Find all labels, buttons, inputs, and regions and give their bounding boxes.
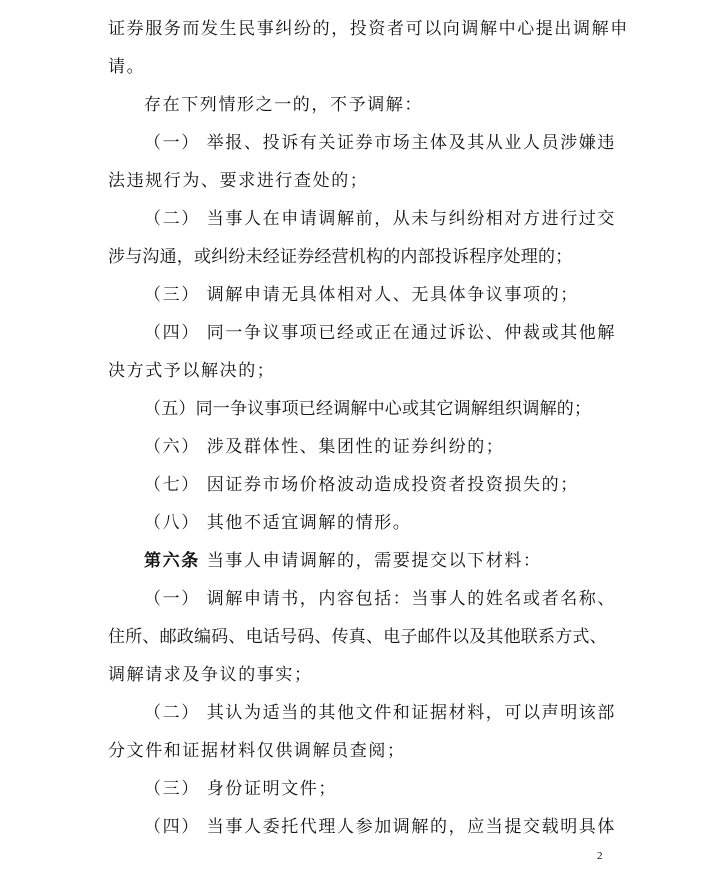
article-label: 第六条: [144, 551, 200, 571]
text-line: 存在下列情形之一的，不予调解：: [144, 95, 423, 115]
text-line: 请。: [108, 57, 146, 77]
article-text: 当事人申请调解的，需要提交以下材料：: [206, 551, 542, 571]
text-line: （三） 身份证明文件；: [144, 779, 338, 799]
text-line: （四） 同一争议事项已经或正在通过诉讼、仲裁或其他解: [144, 323, 617, 343]
text-line: （七） 因证券市场价格波动造成投资者投资损失的；: [144, 475, 579, 495]
text-line: （八） 其他不适宜调解的情形。: [144, 513, 412, 533]
text-line: 住所、邮政编码、电话号码、传真、电子邮件以及其他联系方式、: [108, 627, 607, 647]
text-line: 决方式予以解决的；: [108, 361, 276, 381]
text-line: 分文件和证据材料仅供调解员查阅；: [108, 741, 406, 761]
text-line: （一） 调解申请书，内容包括：当事人的姓名或者名称、: [144, 589, 617, 609]
text-line: （四） 当事人委托代理人参加调解的，应当提交载明具体: [144, 817, 617, 837]
text-line: 法违规行为、要求进行查处的；: [108, 171, 369, 191]
text-line: 调解请求及争议的事实；: [108, 665, 313, 685]
article-line: [144, 551, 608, 571]
text-line: （一） 举报、投诉有关证券市场主体及其从业人员涉嫌违: [144, 133, 617, 153]
text-line: 涉与沟通，或纠纷未经证券经营机构的内部投诉程序处理的；: [108, 247, 573, 267]
text-line: 证券服务而发生民事纠纷的，投资者可以向调解中心提出调解申: [108, 19, 629, 39]
text-line: （六） 涉及群体性、集团性的证券纠纷的；: [144, 437, 505, 457]
text-line: （五）同一争议事项已经调解中心或其它调解组织调解的；: [144, 399, 592, 419]
text-line: （二） 其认为适当的其他文件和证据材料，可以声明该部: [144, 703, 617, 723]
text-line: （二） 当事人在申请调解前，从未与纠纷相对方进行过交: [144, 209, 617, 229]
page-number: 2: [597, 850, 603, 862]
text-line: （三） 调解申请无具体相对人、无具体争议事项的；: [144, 285, 579, 305]
